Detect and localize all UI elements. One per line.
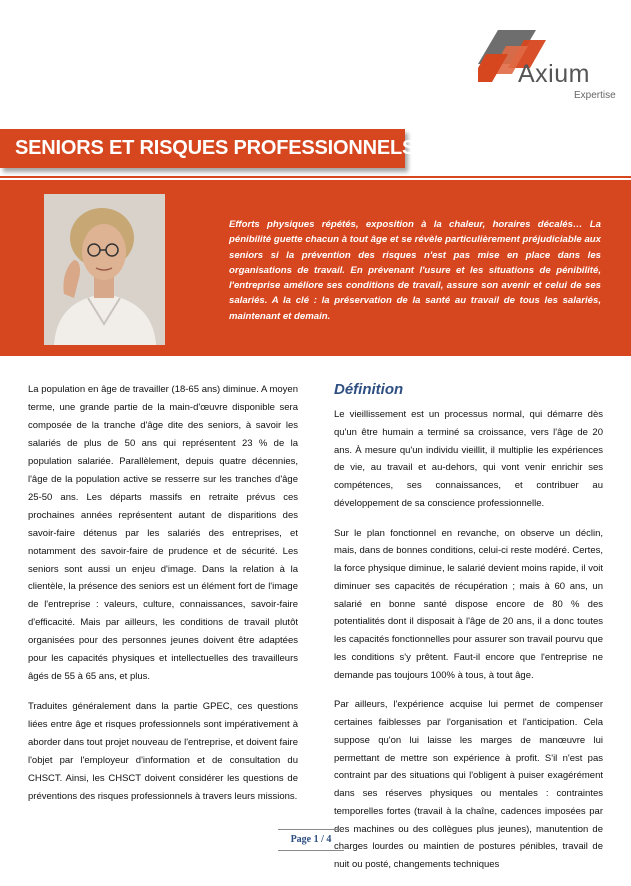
page-title: SENIORS ET RISQUES PROFESSIONNELS bbox=[15, 137, 416, 159]
senior-portrait-photo bbox=[44, 194, 165, 345]
title-banner bbox=[0, 129, 416, 168]
page-number: Page 1 / 4 bbox=[278, 829, 344, 851]
intro-text: Efforts physiques répétés, exposition à la chaleur, horaires décalés… La pénibilité guette chacun à tout âge et se révèle particulièrement préjudiciable aux seniors si la prévention des risques n'est pas mise en place dans les organisations de travail. En prévenant l'usure et les situations de pénibilité, l'entreprise améliore ses conditions de travail, assure son avenir et celui de ses salariés. A la clé : la préservation de la santé au travail de tous les salariés, maintenant et demain. bbox=[229, 219, 601, 322]
brand-name: Axium bbox=[518, 60, 590, 88]
intro-banner bbox=[0, 180, 631, 356]
left-paragraph-2: Traduites généralement dans la partie GPEC, ces questions liées entre âge et risques professionnels sont impérativement à aborder dans tout projet nouveau de l'entreprise, et doivent faire l'objet par l'employeur d'information et de consultation du CHSCT. Ainsi, les CHSCT doivent considérer les questions de préventions des risques professionnels à travers leurs missions. bbox=[28, 701, 298, 802]
left-paragraph-1: La population en âge de travailler (18-65 ans) diminue. A moyen terme, une grande partie de la main-d'œuvre disponible sera composée de la tranche d'âge dite des seniors, à savoir les salariés de plus de 50 ans qui représentent 23 % de la population salariée. Parallèlement, depuis quatre décennies, l'âge de la population active se resserre sur les tranches d'âge 25-50 ans. Les départs massifs en retraite prévus ces prochaines années représentent autant de disparitions des savoir-faire détenus par les salariés des entreprises, et notamment des savoir-faire de prudence et de sécurité. Les seniors sont aussi un enjeu d'image. Dans la relation à la clientèle, la présence des seniors est un élément fort de l'image de l'entreprise : valeurs, culture, connaissances, savoir-faire d'efficacité. Mais par ailleurs, les conditions de travail plutôt organisées pour des personnes jeunes doivent être adaptées pour les capacités physiques et intellectuelles des travailleurs âgés de 55 à 65 ans, et plus. bbox=[28, 384, 298, 683]
brand-tagline: Expertise bbox=[574, 90, 616, 101]
title-divider bbox=[0, 176, 631, 178]
definition-heading: Définition bbox=[334, 381, 404, 398]
definition-paragraph-1: Le vieillissement est un processus normal, qui démarre dès qu'un être humain a terminé sa croissance, vers l'âge de 20 ans. À mesure qu'un individu vieillit, il multiplie les expériences de vie, au travail et au-dehors, qui vont venir enrichir ses compétences, ses connaissances, et contribuer au développement de sa conscience professionnelle. bbox=[334, 409, 603, 509]
definition-paragraph-2: Sur le plan fonctionnel en revanche, on observe un déclin, mais, dans de bonnes conditions, celui-ci reste modéré. Certes, la force physique diminue, le salarié devient moins rapide, il voit diminuer ses capacités de récupération ; mais à 60 ans, un salarié en bonne santé dispose encore de 80 % des potentialités dont il disposait à l'âge de 20 ans, il a donc toutes les capacités fonctionnelles pour assurer son travail pourvu que les conditions s'y prêtent. Faut-il encore que l'entreprise ne demande pas toujours 100% à tous, à tout âge. bbox=[334, 527, 603, 681]
definition-paragraph-3: Par ailleurs, l'expérience acquise lui permet de compenser certaines faiblesses par l'organisation et l'anticipation. Cela suppose qu'on lui laisse les marges de manœuvre lui permettant de mettre son expérience à profit. S'il n'est pas contraint par des situations qui l'obligent à puiser exagérément dans ses réserves physiques ou mentales : contraintes temporelles fortes (travail à la chaîne, cadences imposées par des machines ou des collègues plus jeunes), manutention de charges lourdes ou maintien de postures pénibles, travail de nuit ou posté, changements techniques bbox=[334, 699, 603, 870]
left-column bbox=[28, 381, 298, 818]
right-column bbox=[334, 406, 603, 886]
portrait-illustration bbox=[44, 194, 165, 345]
axium-logo bbox=[478, 30, 628, 130]
